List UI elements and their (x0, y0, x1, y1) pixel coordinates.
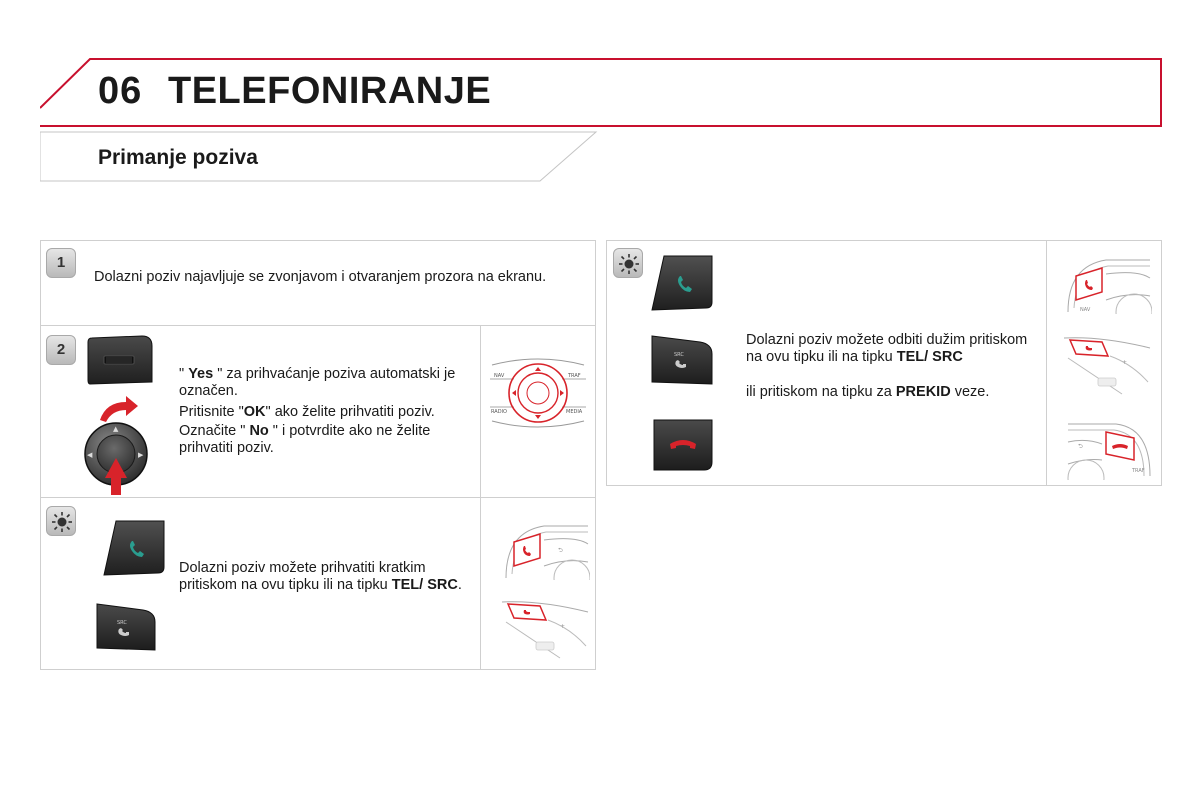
chapter-number: 06 (98, 70, 143, 112)
svg-text:+: + (1122, 359, 1128, 366)
step-2-line1-bold: Yes (188, 366, 214, 382)
svg-text:⮌: ⮌ (1078, 443, 1083, 450)
right-line2-plain: ili pritiskom na tipku za (746, 384, 896, 400)
right-diagram-label-nav: NAV (1080, 307, 1091, 313)
step-1-badge: 1 (46, 248, 76, 278)
right-steering-tel-diagram (1062, 334, 1152, 401)
right-answer-button-icon (650, 254, 714, 317)
dial-label-radio: RADIO (491, 409, 507, 415)
svg-text:+: + (560, 623, 566, 630)
step-3-text-end: . (457, 577, 462, 593)
right-panel-badge (613, 248, 643, 278)
dial-label-traf: TRAF (568, 373, 581, 379)
step-1-text: Dolazni poziv najavljuje se zvonjavom i otvaranjem prozora na ekranu. (94, 269, 547, 285)
sun-icon (618, 253, 640, 275)
dial-label-nav: NAV (494, 373, 505, 379)
svg-text:◀: ◀ (87, 451, 93, 459)
sun-icon (51, 511, 73, 533)
svg-text:▲: ▲ (113, 425, 119, 433)
left-panel-divider-1 (40, 325, 596, 326)
step-2-line3-bold: No (249, 423, 269, 439)
step-2-text-line1 (179, 366, 475, 400)
step-2-line1-close: " za prihvaćanje poziva automatski je označen. (179, 366, 456, 399)
right-line1-plain: Dolazni poziv možete odbiti dužim pritiskom na ovu tipku ili na tipku (746, 332, 1028, 365)
right-line1-bold: TEL/ SRC (896, 349, 963, 365)
step-3-text-plain: Dolazni poziv možete prihvatiti kratkim pritiskom na ovu tipku ili na tipku (179, 560, 426, 593)
svg-text:⮌: ⮌ (558, 547, 563, 554)
step-3-text-bold: TEL/ SRC (391, 577, 458, 593)
step-2-text-line3 (179, 423, 475, 457)
step-2-line3-close: " i potvrdite ako ne želite prihvatiti poziv. (179, 423, 431, 456)
steering-wheel-answer-diagram (504, 522, 590, 585)
right-hangup-diagram (1066, 420, 1152, 485)
left-panel-divider-v1 (480, 325, 481, 497)
tel-src-button-icon (95, 602, 157, 657)
step-2-line1-open: " (179, 366, 189, 382)
control-dial-diagram (486, 353, 590, 438)
right-line2-end: veze. (950, 384, 990, 400)
right-panel-divider-v (1046, 240, 1047, 486)
right-tel-src-button-icon (650, 334, 714, 391)
right-panel-text-line2 (746, 384, 1036, 401)
svg-text:▶: ▶ (138, 451, 144, 459)
rotary-knob-icon (83, 420, 151, 501)
step-3-text (179, 560, 475, 594)
right-steering-answer-diagram (1066, 256, 1152, 319)
svg-text:SRC: SRC (674, 352, 684, 358)
left-panel-divider-v2 (480, 497, 481, 669)
answer-call-button-icon (102, 519, 166, 582)
hangup-button-icon (652, 418, 714, 477)
steering-wheel-tel-diagram (500, 598, 590, 665)
step-2-badge: 2 (46, 335, 76, 365)
step-2-line2-close: " ako želite prihvatiti poziv. (265, 404, 435, 420)
step-2-text-line2 (179, 404, 475, 421)
dial-label-media: MEDIA (566, 409, 583, 415)
menu-button-icon (86, 334, 156, 391)
step-2-line2-open: Pritisnite " (179, 404, 244, 420)
right-line2-bold: PREKID (895, 384, 951, 400)
svg-text:SRC: SRC (117, 620, 127, 626)
right-diagram-label-traf: TRAF (1132, 468, 1145, 474)
chapter-title: TELEFONIRANJE (168, 70, 492, 112)
section-title: Primanje poziva (98, 146, 258, 169)
step-2-line3-open: Označite " (179, 423, 250, 439)
step-3-badge (46, 506, 76, 536)
step-2-line2-bold: OK (243, 404, 266, 420)
right-panel-text-line1 (746, 332, 1036, 366)
